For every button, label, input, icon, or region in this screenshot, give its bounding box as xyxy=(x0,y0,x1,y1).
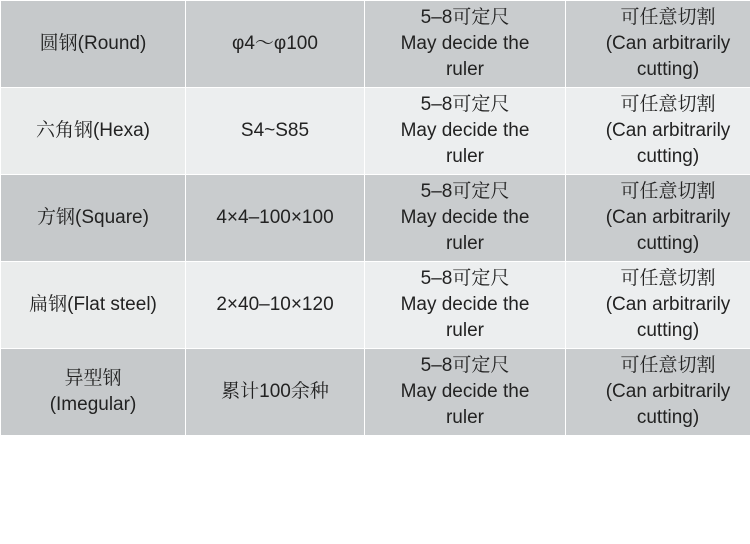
cutting-en-line2: cutting) xyxy=(636,233,700,254)
cell-product-name xyxy=(1,349,186,436)
cutting-cn: 可任意切割 xyxy=(620,94,716,115)
table-row xyxy=(1,1,750,88)
table-row xyxy=(1,88,750,175)
cutting-en-line1: (Can arbitrarily xyxy=(605,381,731,402)
length-en-line1: May decide the xyxy=(400,120,530,141)
length-en-line1: May decide the xyxy=(400,33,530,54)
cutting-cn: 可任意切割 xyxy=(620,181,716,202)
length-cn: 5–8可定尺 xyxy=(420,268,510,289)
cell-product-name: 扁钢(Flat steel) xyxy=(1,262,186,349)
cell-product-name: 方钢(Square) xyxy=(1,175,186,262)
length-en-line2: ruler xyxy=(445,233,484,254)
length-en-line1: May decide the xyxy=(400,207,530,228)
cell-cutting xyxy=(566,175,750,262)
cell-cutting xyxy=(566,88,750,175)
cutting-cn: 可任意切割 xyxy=(620,268,716,289)
length-cn: 5–8可定尺 xyxy=(420,94,510,115)
length-cn: 5–8可定尺 xyxy=(420,7,510,28)
cell-size-range: φ4～φ100 xyxy=(186,1,365,88)
cutting-en-line2: cutting) xyxy=(636,320,700,341)
cutting-en-line2: cutting) xyxy=(636,407,700,428)
cutting-en-line1: (Can arbitrarily xyxy=(605,294,731,315)
cell-cutting xyxy=(566,1,750,88)
cell-size-range: 4×4–100×100 xyxy=(186,175,365,262)
length-en-line2: ruler xyxy=(445,146,484,167)
cutting-en-line2: cutting) xyxy=(636,146,700,167)
cell-cutting xyxy=(566,349,750,436)
cell-length xyxy=(365,88,566,175)
product-name-line2: (Imegular) xyxy=(49,394,137,415)
cell-length xyxy=(365,175,566,262)
length-cn: 5–8可定尺 xyxy=(420,181,510,202)
cell-length xyxy=(365,262,566,349)
length-en-line2: ruler xyxy=(445,59,484,80)
product-name-line1: 异型钢 xyxy=(64,368,122,389)
cutting-cn: 可任意切割 xyxy=(620,355,716,376)
cell-length xyxy=(365,349,566,436)
cell-product-name: 圆钢(Round) xyxy=(1,1,186,88)
table-row xyxy=(1,175,750,262)
cell-product-name: 六角钢(Hexa) xyxy=(1,88,186,175)
cell-length xyxy=(365,1,566,88)
length-en-line1: May decide the xyxy=(400,294,530,315)
length-cn: 5–8可定尺 xyxy=(420,355,510,376)
cell-size-range: S4~S85 xyxy=(186,88,365,175)
cutting-en-line1: (Can arbitrarily xyxy=(605,33,731,54)
table-row xyxy=(1,349,750,436)
cell-size-range: 2×40–10×120 xyxy=(186,262,365,349)
cutting-en-line2: cutting) xyxy=(636,59,700,80)
length-en-line2: ruler xyxy=(445,320,484,341)
cell-size-range: 累计100余种 xyxy=(186,349,365,436)
length-en-line1: May decide the xyxy=(400,381,530,402)
cutting-cn: 可任意切割 xyxy=(620,7,716,28)
length-en-line2: ruler xyxy=(445,407,484,428)
cell-cutting xyxy=(566,262,750,349)
table-row xyxy=(1,262,750,349)
cutting-en-line1: (Can arbitrarily xyxy=(605,120,731,141)
cutting-en-line1: (Can arbitrarily xyxy=(605,207,731,228)
